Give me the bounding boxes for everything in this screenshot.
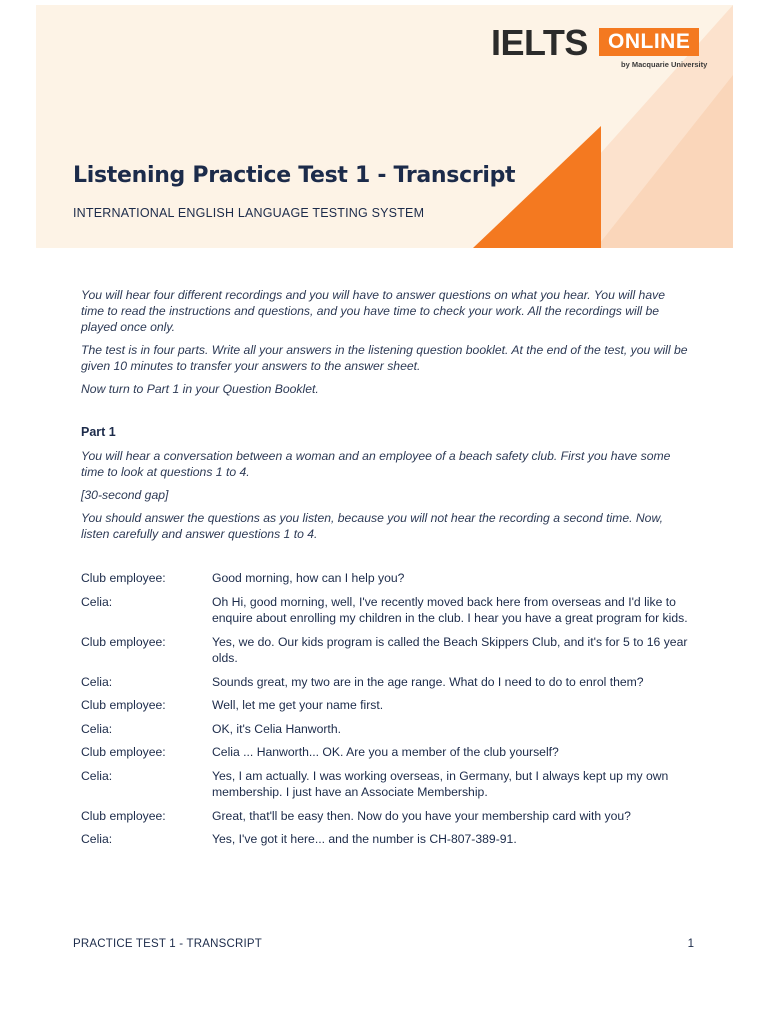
dialogue-turn: [81, 721, 688, 738]
logo-subtitle: by Macquarie University: [621, 60, 708, 69]
dialogue-turn: [81, 634, 688, 667]
dialogue-turn: [81, 744, 688, 761]
logo-badge: ONLINE: [599, 28, 699, 56]
dialogue-turn: [81, 594, 688, 627]
speaker-name: Celia:: [81, 721, 113, 736]
speaker-line: Yes, I am actually. I was working overseas, in Germany, but I always kept up my own membership. I just have an Associate Membership.: [212, 768, 669, 799]
dialogue-turn: [81, 768, 688, 801]
dialogue: [81, 570, 688, 848]
intro-paragraph: The test is in four parts. Write all your answers in the listening question booklet. At the end of the test, you will be given 10 minutes to transfer your answers to the answer sheet.: [81, 343, 688, 373]
speaker-line: Well, let me get your name first.: [212, 698, 384, 712]
dialogue-turn: [81, 831, 688, 848]
speaker-name: Club employee:: [81, 808, 166, 823]
intro-paragraph: You will hear four different recordings and you will have to answer questions on what you hear. You will have time to read the instructions and questions, and you have time to check your work. All the recordings will be played once only.: [81, 288, 665, 334]
dialogue-turn: [81, 808, 688, 825]
page-number: 1: [687, 938, 694, 950]
logo-word: IELTS: [491, 22, 588, 63]
speaker-name: Club employee:: [81, 634, 166, 649]
dialogue-turn: [81, 570, 688, 587]
speaker-line: Oh Hi, good morning, well, I've recently moved back here from overseas and I'd like to enquire about enrolling my children in the club. I hear you have a great program for kids.: [212, 594, 688, 625]
speaker-name: Celia:: [81, 832, 113, 846]
page-subtitle: INTERNATIONAL ENGLISH LANGUAGE TESTING SYSTEM: [73, 206, 425, 220]
page-title: Listening Practice Test 1 - Transcript: [73, 163, 516, 188]
speaker-line: Yes, we do. Our kids program is called the Beach Skippers Club, and it's for 5 to 16 year olds.: [212, 634, 688, 665]
speaker-name: Club employee:: [81, 571, 166, 585]
footer-label: PRACTICE TEST 1 - TRANSCRIPT: [73, 938, 262, 950]
speaker-name: Club employee:: [81, 745, 166, 759]
dialogue-turn: [81, 674, 688, 691]
speaker-line: Sounds great, my two are in the age range. What do I need to do to enrol them?: [212, 674, 644, 689]
part-instruction: You should answer the questions as you listen, because you will not hear the recording a second time. Now, listen carefully and answer questions 1 to 4.: [81, 511, 663, 541]
header-band: [36, 5, 733, 248]
speaker-line: OK, it's Celia Hanworth.: [212, 721, 341, 736]
dialogue-turn: [81, 697, 688, 714]
speaker-line: Celia ... Hanworth... OK. Are you a member of the club yourself?: [212, 745, 559, 759]
speaker-name: Celia:: [81, 674, 113, 689]
speaker-line: Great, that'll be easy then. Now do you have your membership card with you?: [212, 808, 631, 823]
transcript-body: [81, 287, 688, 855]
speaker-line: Yes, I've got it here... and the number is CH-807-389-91.: [212, 832, 517, 846]
intro-paragraph: Now turn to Part 1 in your Question Booklet.: [81, 382, 319, 396]
part-instruction: [30-second gap]: [81, 488, 169, 502]
speaker-name: Celia:: [81, 768, 113, 783]
speaker-name: Club employee:: [81, 698, 166, 712]
part-instruction: You will hear a conversation between a woman and an employee of a beach safety club. First you have some time to look at questions 1 to 4.: [81, 449, 671, 479]
part-1-section: [81, 425, 688, 542]
part-heading: Part 1: [81, 425, 116, 439]
speaker-name: Celia:: [81, 594, 113, 609]
speaker-line: Good morning, how can I help you?: [212, 571, 405, 585]
ielts-online-logo: [491, 22, 721, 75]
intro-section: [81, 287, 688, 397]
